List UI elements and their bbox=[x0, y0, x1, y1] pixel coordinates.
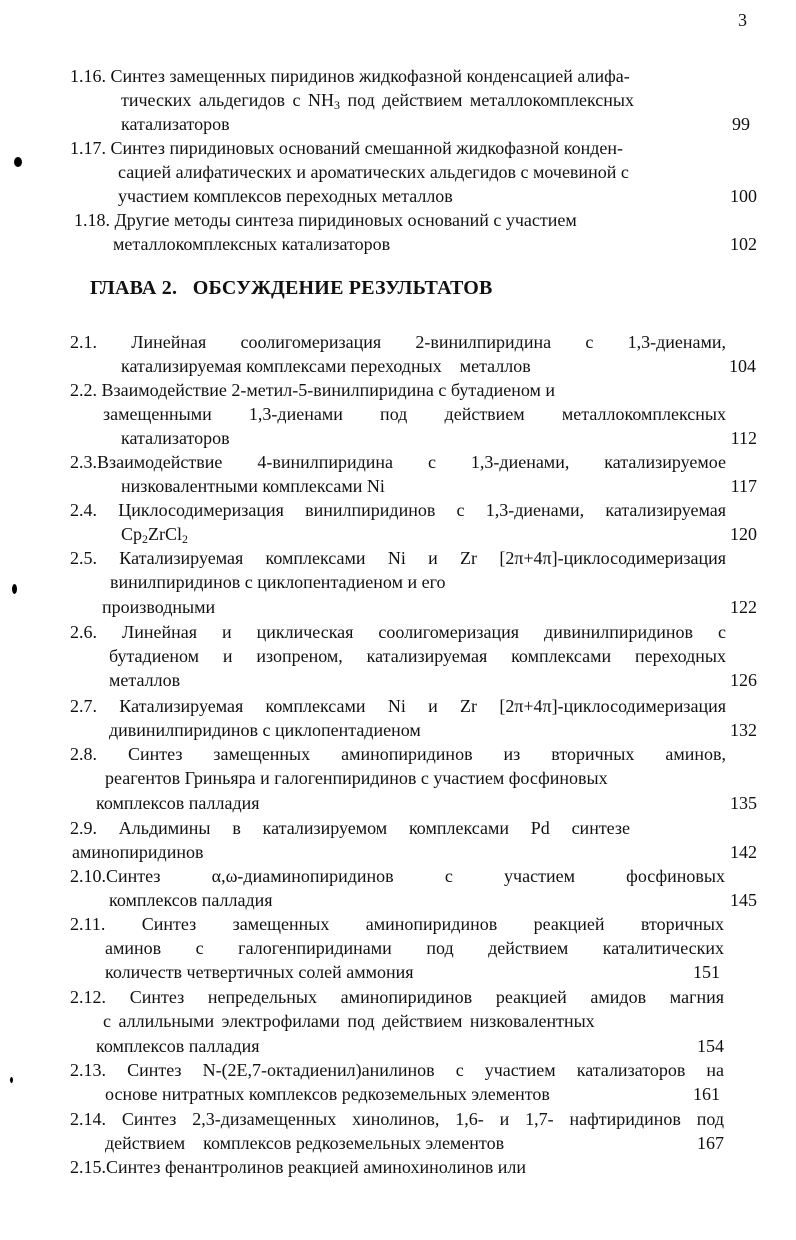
toc-title: Циклосодимеризация винилпиридинов с 1,3-диенами, катализируемая bbox=[118, 500, 726, 520]
formula-part: Cp bbox=[121, 524, 143, 544]
subscript: 3 bbox=[334, 98, 341, 112]
toc-title: реагентов Гриньяра и галогенпиридинов с участием фосфиновых bbox=[105, 768, 608, 788]
subscript: 2 bbox=[182, 532, 189, 546]
toc-title: действием комплексов редкоземельных элементов bbox=[105, 1133, 505, 1153]
formula-part: Zr bbox=[148, 524, 166, 544]
toc-page: 104 bbox=[729, 356, 756, 376]
toc-title: катализируемая комплексами переходных металлов bbox=[121, 356, 531, 376]
toc-number: 2.11. bbox=[70, 914, 106, 934]
toc-page: 99 bbox=[732, 114, 750, 134]
toc-number: 2.4. bbox=[70, 500, 97, 520]
toc-title: комплексов палладия bbox=[96, 1036, 260, 1056]
toc-title: металлокомплексных катализаторов bbox=[113, 234, 391, 254]
toc-page: 132 bbox=[730, 720, 757, 740]
toc-title: аминов с галогенпиридинами под действием каталитических bbox=[105, 938, 724, 958]
toc-title: Другие методы синтеза пиридиновых оснований с участием bbox=[114, 210, 577, 230]
toc-title: металлов bbox=[109, 670, 181, 690]
toc-page: 135 bbox=[730, 793, 757, 813]
toc-title: под действием металлокомплексных bbox=[340, 90, 635, 110]
toc-title: Линейная соолигомеризация 2-винилпиридина с 1,3-диенами, bbox=[131, 332, 726, 352]
toc-number: 1.16. bbox=[70, 66, 106, 86]
toc-title: комплексов палладия bbox=[109, 890, 273, 910]
toc-title: количеств четвертичных солей аммония bbox=[105, 962, 414, 982]
toc-title: замещенными 1,3-диенами под действием металлокомплексных bbox=[103, 404, 726, 424]
toc-title: Взаимодействие 2-метил-5-винилпиридина с бутадиеном и bbox=[101, 380, 556, 400]
toc-page: 120 bbox=[730, 524, 757, 544]
toc-number: 2.5. bbox=[70, 548, 97, 568]
toc-title: Синтез непредельных аминопиридинов реакцией амидов магния bbox=[129, 987, 724, 1007]
toc-title: основе нитратных комплексов редкоземельных элементов bbox=[105, 1084, 550, 1104]
subscript: 2 bbox=[142, 532, 149, 546]
toc-page: 112 bbox=[730, 428, 757, 448]
toc-page: 161 bbox=[693, 1084, 720, 1104]
toc-number: 2.15. bbox=[70, 1157, 106, 1177]
toc-title: Синтез α,ω-диаминопиридинов с участием фосфиновых bbox=[106, 866, 725, 886]
margin-mark bbox=[14, 157, 22, 167]
toc-number: 2.9. bbox=[70, 818, 97, 838]
toc-page: 102 bbox=[730, 234, 757, 254]
toc-title: Синтез N-(2E,7-октадиенил)анилинов с участием катализаторов на bbox=[127, 1060, 725, 1080]
toc-page: 167 bbox=[697, 1133, 724, 1153]
toc-number: 2.7. bbox=[70, 696, 97, 716]
toc-number: 2.10. bbox=[70, 866, 106, 886]
toc-title: тических альдегидов с NH bbox=[121, 90, 335, 110]
toc-title: катализаторов bbox=[121, 428, 230, 448]
toc-title: дивинилпиридинов с циклопентадиеном bbox=[109, 720, 421, 740]
toc-title: с аллильными электрофилами под действием низковалентных bbox=[103, 1011, 595, 1031]
toc-title: сацией алифатических и ароматических альдегидов с мочевиной с bbox=[118, 162, 629, 182]
toc-title: Катализируемая комплексами Ni и Zr [2π+4π]-циклосодимеризация bbox=[119, 548, 726, 568]
toc-page: 122 bbox=[730, 597, 757, 617]
toc-page: 117 bbox=[730, 476, 757, 496]
toc-title: Синтез 2,3-дизамещенных хинолинов, 1,6- и 1,7- нафтиридинов под bbox=[121, 1109, 724, 1129]
toc-title: низковалентными комплексами Ni bbox=[121, 476, 385, 496]
toc-title: Синтез пиридиновых оснований смешанной жидкофазной конден- bbox=[110, 138, 624, 158]
toc-number: 2.3. bbox=[70, 452, 97, 472]
toc-number: 2.8. bbox=[70, 744, 97, 764]
toc-number: 2.12. bbox=[70, 987, 106, 1007]
toc-number: 1.18. bbox=[74, 210, 110, 230]
toc-page: 145 bbox=[730, 890, 757, 910]
toc-title: Линейная и циклическая соолигомеризация дивинилпиридинов с bbox=[122, 622, 727, 642]
toc-title: участием комплексов переходных металлов bbox=[118, 186, 453, 206]
formula-cp2zrcl2 bbox=[121, 522, 188, 546]
toc-title: бутадиеном и изопреном, катализируемая комплексами переходных bbox=[109, 646, 726, 666]
toc-page: 126 bbox=[730, 670, 757, 690]
toc-title: Синтез замещенных пиридинов жидкофазной конденсацией алифа- bbox=[110, 66, 630, 86]
toc-title: Взаимодействие 4-винилпиридина с 1,3-диенами, катализируемое bbox=[97, 452, 726, 472]
toc-title: производными bbox=[102, 597, 216, 617]
page-number: 3 bbox=[738, 10, 747, 30]
toc-title: катализаторов bbox=[121, 114, 230, 134]
toc-page: 151 bbox=[693, 962, 720, 982]
toc-number: 2.14. bbox=[70, 1109, 106, 1129]
chapter-heading: ГЛАВА 2. ОБСУЖДЕНИЕ РЕЗУЛЬТАТОВ bbox=[90, 277, 493, 299]
toc-number: 2.13. bbox=[70, 1060, 106, 1080]
toc-page: 100 bbox=[730, 186, 757, 206]
toc-page: 142 bbox=[730, 842, 757, 862]
toc-number: 2.2. bbox=[70, 380, 97, 400]
toc-title: комплексов палладия bbox=[96, 793, 260, 813]
toc-title: аминопиридинов bbox=[72, 842, 204, 862]
toc-page: 154 bbox=[697, 1036, 724, 1056]
toc-number: 1.17. bbox=[70, 138, 106, 158]
margin-mark bbox=[10, 1077, 13, 1083]
toc-title: Альдимины в катализируемом комплексами Pd синтезе bbox=[118, 818, 630, 838]
toc-title: Синтез фенантролинов реакцией аминохинолинов или bbox=[106, 1157, 527, 1177]
toc-number: 2.1. bbox=[70, 332, 97, 352]
toc-title: Катализируемая комплексами Ni и Zr [2π+4π]-циклосодимеризация bbox=[119, 696, 726, 716]
formula-part: Cl bbox=[165, 524, 183, 544]
toc-title: винилпиридинов с циклопентадиеном и его bbox=[110, 572, 446, 592]
toc-title: Синтез замещенных аминопиридинов из вторичных аминов, bbox=[127, 744, 726, 764]
toc-title: Синтез замещенных аминопиридинов реакцией вторичных bbox=[141, 914, 724, 934]
toc-number: 2.6. bbox=[70, 622, 97, 642]
margin-mark bbox=[12, 584, 17, 594]
